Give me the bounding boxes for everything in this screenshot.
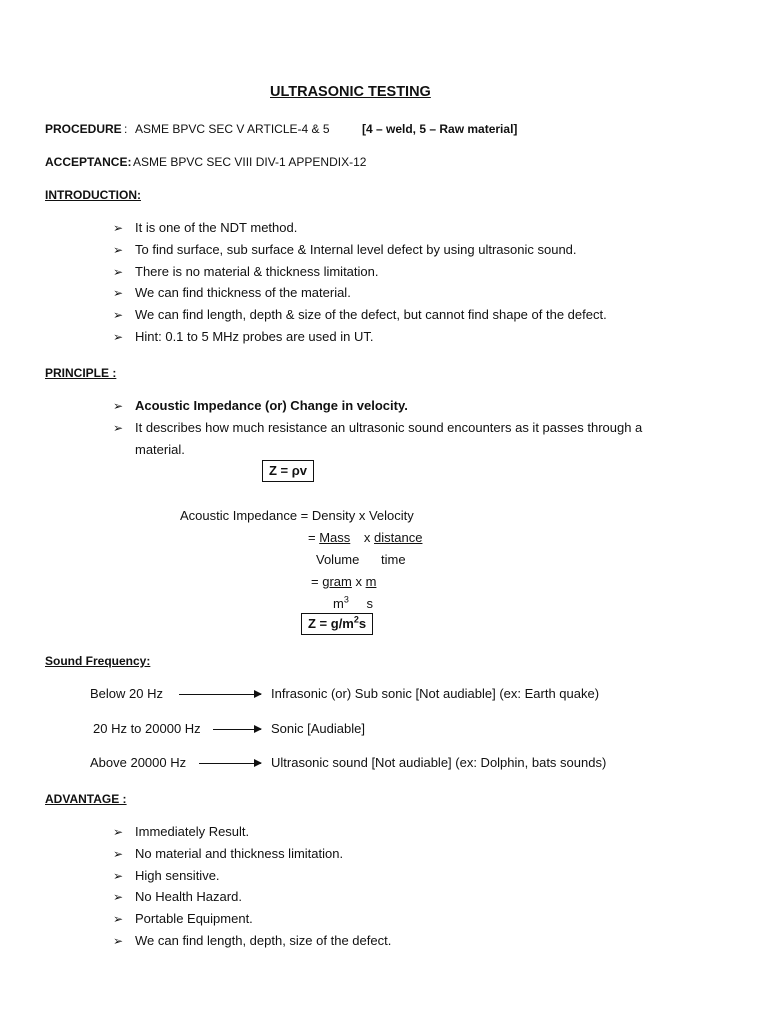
right-arrow-icon (213, 729, 261, 730)
frequency-range: Above 20000 Hz (90, 755, 187, 770)
bullet-arrow-icon: ➢ (113, 308, 124, 323)
bullet-arrow-icon: ➢ (113, 264, 124, 279)
eq-prefix: = (308, 530, 316, 545)
eq-times: x (355, 574, 362, 589)
equation-impedance: Acoustic Impedance = Density x Velocity (180, 508, 414, 523)
bullet-arrow-icon: ➢ (113, 420, 124, 435)
list-item (113, 889, 391, 911)
list-item-text: There is no material & thickness limitation. (135, 263, 379, 279)
list-item-text: Hint: 0.1 to 5 MHz probes are used in UT. (135, 328, 374, 344)
list-item (113, 398, 642, 420)
list-item-text: We can find length, depth, size of the defect. (135, 932, 392, 948)
acceptance-value: ASME BPVC SEC VIII DIV-1 APPENDIX-12 (133, 155, 367, 169)
principle-list (113, 398, 642, 463)
list-item (113, 420, 642, 442)
bullet-arrow-icon: ➢ (113, 329, 124, 344)
eq-mass: Mass (319, 530, 351, 545)
equation-gram-line (311, 574, 376, 590)
list-item (113, 329, 607, 351)
sound-frequency-heading: Sound Frequency: (45, 654, 151, 668)
list-item (113, 846, 391, 868)
list-item-text: No Health Hazard. (135, 889, 242, 905)
frequency-description: Sonic [Audiable] (271, 721, 365, 736)
bullet-arrow-icon: ➢ (113, 286, 124, 301)
bullet-arrow-icon: ➢ (113, 221, 124, 235)
eq-distance: distance (374, 530, 423, 545)
formula-box-z-rho-v: Z = ρv (262, 460, 314, 482)
advantage-heading: ADVANTAGE : (45, 792, 127, 806)
list-item-text: No material and thickness limitation. (135, 845, 344, 861)
list-item-text: We can find length, depth & size of the defect, but cannot find shape of the defect. (135, 307, 607, 323)
bullet-arrow-icon: ➢ (113, 890, 124, 905)
introduction-heading: INTRODUCTION: (45, 188, 141, 202)
eq-s: s (366, 596, 373, 611)
principle-item-text: material. (135, 441, 185, 457)
list-item (113, 264, 607, 286)
bullet-arrow-icon: ➢ (113, 868, 124, 883)
formula-box-z-units: $Z = g/m^2s$ (301, 613, 373, 635)
list-item-text: To find surface, sub surface & Internal level defect by using ultrasonic sound. (135, 241, 577, 257)
list-item-text: High sensitive. (135, 867, 220, 883)
eq-times: x (363, 530, 371, 545)
principle-heading: PRINCIPLE : (45, 366, 117, 380)
eq-time: time (381, 552, 406, 567)
frequency-range: Below 20 Hz (90, 686, 163, 701)
list-item (113, 285, 607, 307)
advantage-list (113, 824, 391, 955)
procedure-label: PROCEDURE (45, 122, 122, 136)
list-item-text: It is one of the NDT method. (135, 220, 298, 235)
introduction-list (113, 220, 607, 351)
list-item-text: We can find thickness of the material. (135, 285, 351, 301)
bullet-arrow-icon: ➢ (113, 933, 124, 948)
right-arrow-icon (199, 763, 261, 764)
bullet-arrow-icon: ➢ (113, 825, 124, 839)
list-item (113, 220, 607, 242)
list-item-text: Immediately Result. (135, 824, 250, 839)
frequency-description: Infrasonic (or) Sub sonic [Not audiable] (ex: Earth quake) (271, 686, 600, 701)
bullet-arrow-icon: ➢ (113, 242, 124, 257)
eq-volume: Volume (316, 552, 360, 567)
list-item (113, 824, 391, 846)
document-title: ULTRASONIC TESTING (270, 84, 431, 100)
list-item (113, 911, 391, 933)
frequency-range: 20 Hz to 20000 Hz (93, 721, 201, 736)
bullet-arrow-icon: ➢ (113, 912, 124, 927)
list-item-text: Portable Equipment. (135, 911, 253, 927)
list-item (113, 933, 391, 955)
eq-m: m (365, 574, 377, 589)
principle-item-text: It describes how much resistance an ultrasonic sound encounters as it passes through a (135, 419, 643, 435)
right-arrow-icon (179, 694, 261, 695)
acceptance-label: ACCEPTANCE: (45, 155, 132, 169)
equation-volume-line (316, 552, 406, 568)
list-item (113, 307, 607, 329)
eq-prefix: = (311, 574, 319, 589)
procedure-value: ASME BPVC SEC V ARTICLE-4 & 5 (135, 122, 330, 136)
bullet-arrow-icon: ➢ (113, 846, 124, 861)
eq-m-cubed: $m^3$ (333, 594, 349, 611)
procedure-note: [4 – weld, 5 – Raw material] (362, 122, 518, 136)
bullet-arrow-icon: ➢ (113, 399, 124, 413)
principle-item-text: Acoustic Impedance (or) Change in velocity. (135, 398, 408, 413)
equation-mass-line (308, 530, 422, 546)
procedure-separator: : (124, 122, 128, 136)
equation-unit-line (333, 596, 373, 612)
frequency-description: Ultrasonic sound [Not audiable] (ex: Dolphin, bats sounds) (271, 755, 607, 770)
list-item (113, 868, 391, 890)
list-item-continuation (113, 442, 642, 464)
eq-gram: gram (322, 574, 352, 589)
list-item (113, 242, 607, 264)
